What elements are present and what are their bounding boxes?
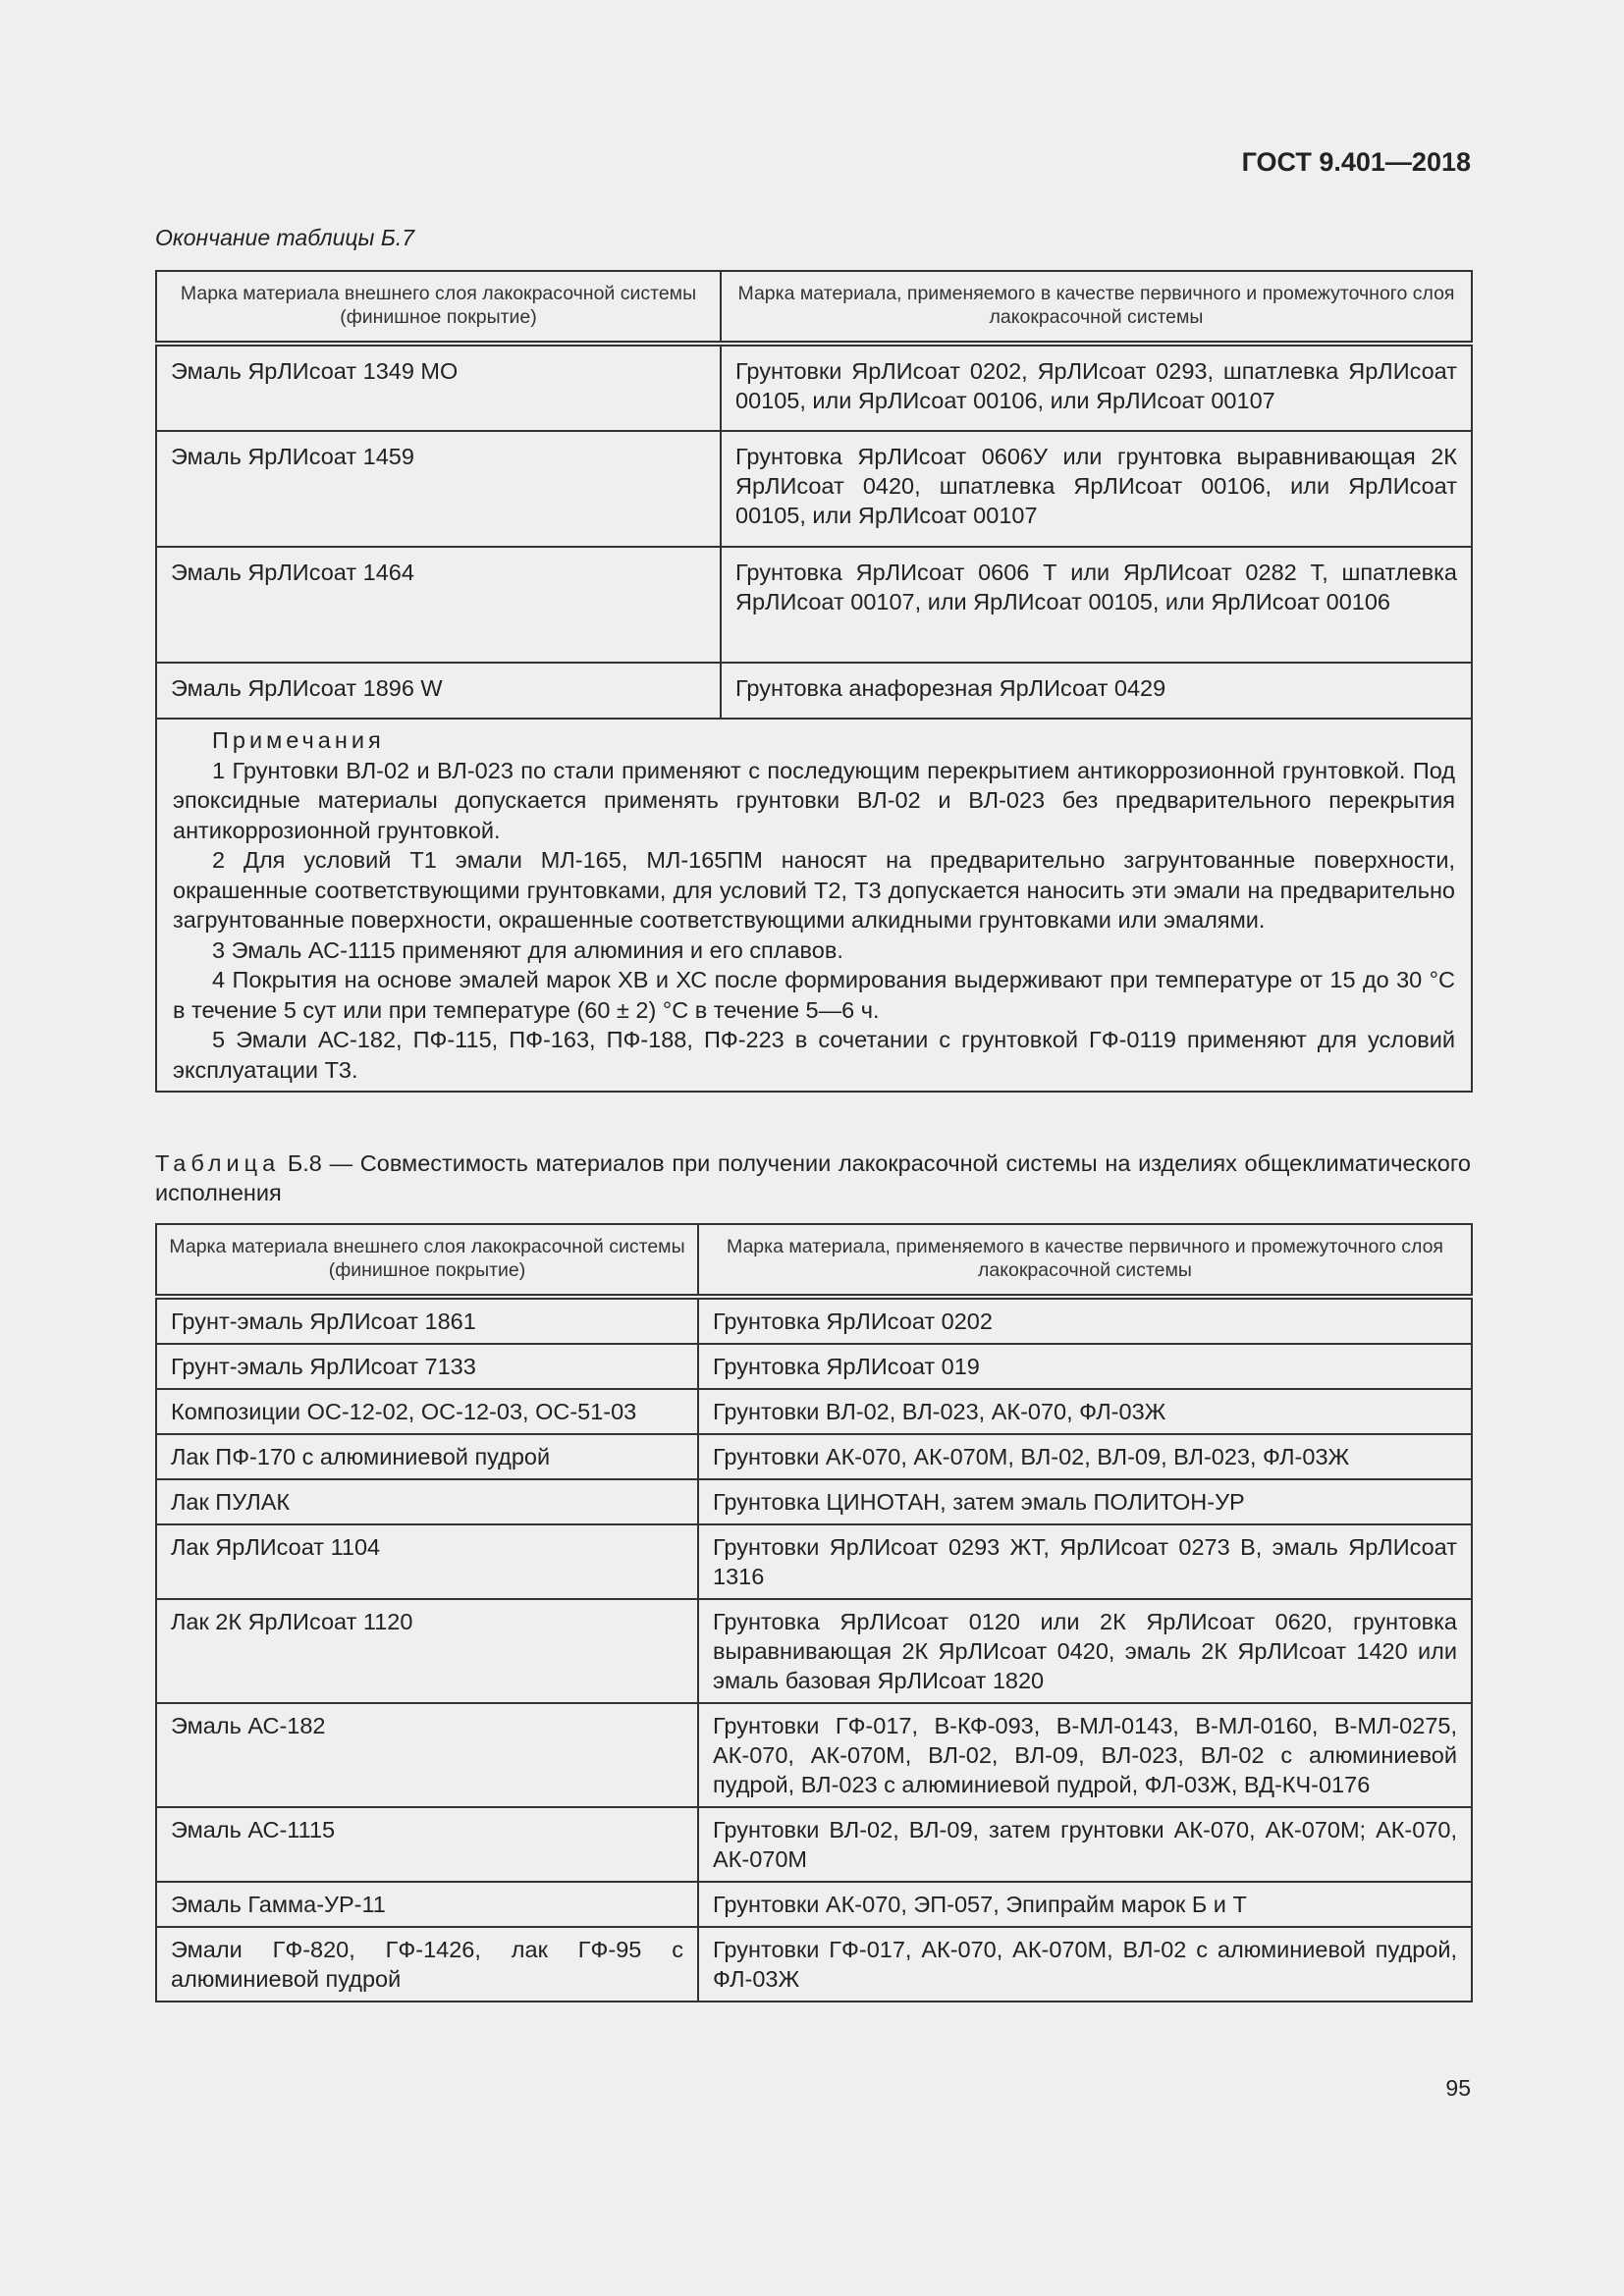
table-cell: Грунтовки ВЛ-02, ВЛ-023, АК-070, ФЛ-03Ж — [698, 1389, 1472, 1434]
table8-caption-prefix: Таблица — [155, 1150, 281, 1176]
table-cell: Эмаль Гамма-УР-11 — [156, 1882, 698, 1927]
table-cell: Грунтовки ВЛ-02, ВЛ-09, затем грунтовки АК-070, АК-070М; АК-070, АК-070М — [698, 1807, 1472, 1882]
table-row — [156, 1479, 1472, 1524]
note-item: 1 Грунтовки ВЛ-02 и ВЛ-023 по стали применяют с последующим перекрытием антикоррозионной грунтовкой. Под эпоксидные материалы допускается применять грунтовки ВЛ-02 и ВЛ-023 без предварительного перекрытия антикоррозионной грунтовкой. — [173, 757, 1455, 843]
table-cell: Грунтовка анафорезная ЯрЛИсоат 0429 — [721, 663, 1472, 719]
page-number: 95 — [1445, 2075, 1471, 2101]
table8-caption — [155, 1148, 1471, 1207]
table8-caption-text: Б.8 — Совместимость материалов при получении лакокрасочной системы на изделиях общеклиматического исполнения — [155, 1150, 1472, 1205]
table-cell: Лак ЯрЛИсоат 1104 — [156, 1524, 698, 1599]
table-row — [156, 1524, 1472, 1599]
table-cell: Грунтовки ГФ-017, В-КФ-093, В-МЛ-0143, В-МЛ-0160, В-МЛ-0275, АК-070, АК-070М, ВЛ-02, ВЛ-09, ВЛ-023, ВЛ-02 с алюминиевой пудрой, ВЛ-023 с алюминиевой пудрой, ФЛ-03Ж, ВД-КЧ-0176 — [698, 1703, 1472, 1807]
table8 — [155, 1223, 1473, 2002]
note-item: 4 Покрытия на основе эмалей марок ХВ и ХС после формирования выдерживают при температуре от 15 до 30 °С в течение 5 сут или при температуре (60 ± 2) °С в течение 5—6 ч. — [173, 967, 1455, 1023]
table-cell: Эмаль ЯрЛИсоат 1896 W — [156, 663, 721, 719]
table-cell: Грунт-эмаль ЯрЛИсоат 1861 — [156, 1297, 698, 1344]
table-cell: Грунтовка ЦИНОТАН, затем эмаль ПОЛИТОН-УР — [698, 1479, 1472, 1524]
table-row — [156, 344, 1472, 431]
table-cell: Композиции ОС-12-02, ОС-12-03, ОС-51-03 — [156, 1389, 698, 1434]
table-cell: Грунтовка ЯрЛИсоат 0202 — [698, 1297, 1472, 1344]
table7 — [155, 270, 1473, 1093]
note-item: 5 Эмали АС-182, ПФ-115, ПФ-163, ПФ-188, ПФ-223 в сочетании с грунтовкой ГФ-0119 применяют для условий эксплуатации Т3. — [173, 1027, 1455, 1083]
table-row — [156, 1344, 1472, 1389]
table-cell: Грунт-эмаль ЯрЛИсоат 7133 — [156, 1344, 698, 1389]
table-cell: Эмаль АС-1115 — [156, 1807, 698, 1882]
table-cell: Грунтовки ЯрЛИсоат 0293 ЖТ, ЯрЛИсоат 0273 В, эмаль ЯрЛИсоат 1316 — [698, 1524, 1472, 1599]
table-row — [156, 1297, 1472, 1344]
table8-header-col1: Марка материала внешнего слоя лакокрасочной системы (финишное покрытие) — [156, 1224, 698, 1297]
table-row — [156, 1882, 1472, 1927]
table7-header-row — [156, 271, 1472, 344]
table-cell: Грунтовки ЯрЛИсоат 0202, ЯрЛИсоат 0293, шпатлевка ЯрЛИсоат 00105, или ЯрЛИсоат 00106, или ЯрЛИсоат 00107 — [721, 344, 1472, 431]
table-row — [156, 1389, 1472, 1434]
notes-row — [156, 719, 1472, 1092]
table-cell: Грунтовка ЯрЛИсоат 0120 или 2К ЯрЛИсоат 0620, грунтовка выравнивающая 2К ЯрЛИсоат 0420, эмаль 2К ЯрЛИсоат 1420 или эмаль базовая ЯрЛИсоат 1820 — [698, 1599, 1472, 1703]
table-cell: Эмаль ЯрЛИсоат 1459 — [156, 431, 721, 547]
table-row — [156, 547, 1472, 663]
table-cell: Эмаль ЯрЛИсоат 1464 — [156, 547, 721, 663]
table7-header-col2: Марка материала, применяемого в качестве первичного и промежуточного слоя лакокрасочной системы — [721, 271, 1472, 344]
table-row — [156, 663, 1472, 719]
note-item: 2 Для условий Т1 эмали МЛ-165, МЛ-165ПМ наносят на предварительно загрунтованные поверхности, окрашенные соответствующими грунтовками, для условий Т2, Т3 допускается наносить эти эмали на предварительно загрунтованные поверхности, окрашенные соответствующими алкидными грунтовками или эмалями. — [173, 847, 1455, 933]
table-cell: Грунтовка ЯрЛИсоат 0606У или грунтовка выравнивающая 2К ЯрЛИсоат 0420, шпатлевка ЯрЛИсоат 00106, или ЯрЛИсоат 00105, или ЯрЛИсоат 00107 — [721, 431, 1472, 547]
table-cell: Грунтовка ЯрЛИсоат 0606 Т или ЯрЛИсоат 0282 Т, шпатлевка ЯрЛИсоат 00107, или ЯрЛИсоат 00105, или ЯрЛИсоат 00106 — [721, 547, 1472, 663]
table-row — [156, 431, 1472, 547]
table-cell: Лак ПФ-170 с алюминиевой пудрой — [156, 1434, 698, 1479]
table-row — [156, 1434, 1472, 1479]
table-row — [156, 1807, 1472, 1882]
table-cell: Лак 2К ЯрЛИсоат 1120 — [156, 1599, 698, 1703]
table8-header-col2: Марка материала, применяемого в качестве первичного и промежуточного слоя лакокрасочной системы — [698, 1224, 1472, 1297]
table-row — [156, 1927, 1472, 2002]
standard-number: ГОСТ 9.401—2018 — [1241, 147, 1471, 177]
document-page — [155, 0, 1471, 2296]
notes-cell — [156, 719, 1472, 1092]
table7-header-col1: Марка материала внешнего слоя лакокрасочной системы (финишное покрытие) — [156, 271, 721, 344]
table7-caption: Окончание таблицы Б.7 — [155, 225, 415, 250]
table-cell: Грунтовки АК-070, АК-070М, ВЛ-02, ВЛ-09, ВЛ-023, ФЛ-03Ж — [698, 1434, 1472, 1479]
table-cell: Грунтовки ГФ-017, АК-070, АК-070М, ВЛ-02 с алюминиевой пудрой, ФЛ-03Ж — [698, 1927, 1472, 2002]
table-cell: Лак ПУЛАК — [156, 1479, 698, 1524]
table-cell: Эмали ГФ-820, ГФ-1426, лак ГФ-95 с алюминиевой пудрой — [156, 1927, 698, 2002]
note-item: 3 Эмаль АС-1115 применяют для алюминия и его сплавов. — [212, 936, 843, 963]
table-row — [156, 1703, 1472, 1807]
table-cell: Эмаль ЯрЛИсоат 1349 МО — [156, 344, 721, 431]
table-cell: Грунтовки АК-070, ЭП-057, Эпипрайм марок Б и Т — [698, 1882, 1472, 1927]
table-row — [156, 1599, 1472, 1703]
notes-title: Примечания — [212, 727, 385, 753]
table8-header-row — [156, 1224, 1472, 1297]
table-cell: Эмаль АС-182 — [156, 1703, 698, 1807]
table-cell: Грунтовка ЯрЛИсоат 019 — [698, 1344, 1472, 1389]
